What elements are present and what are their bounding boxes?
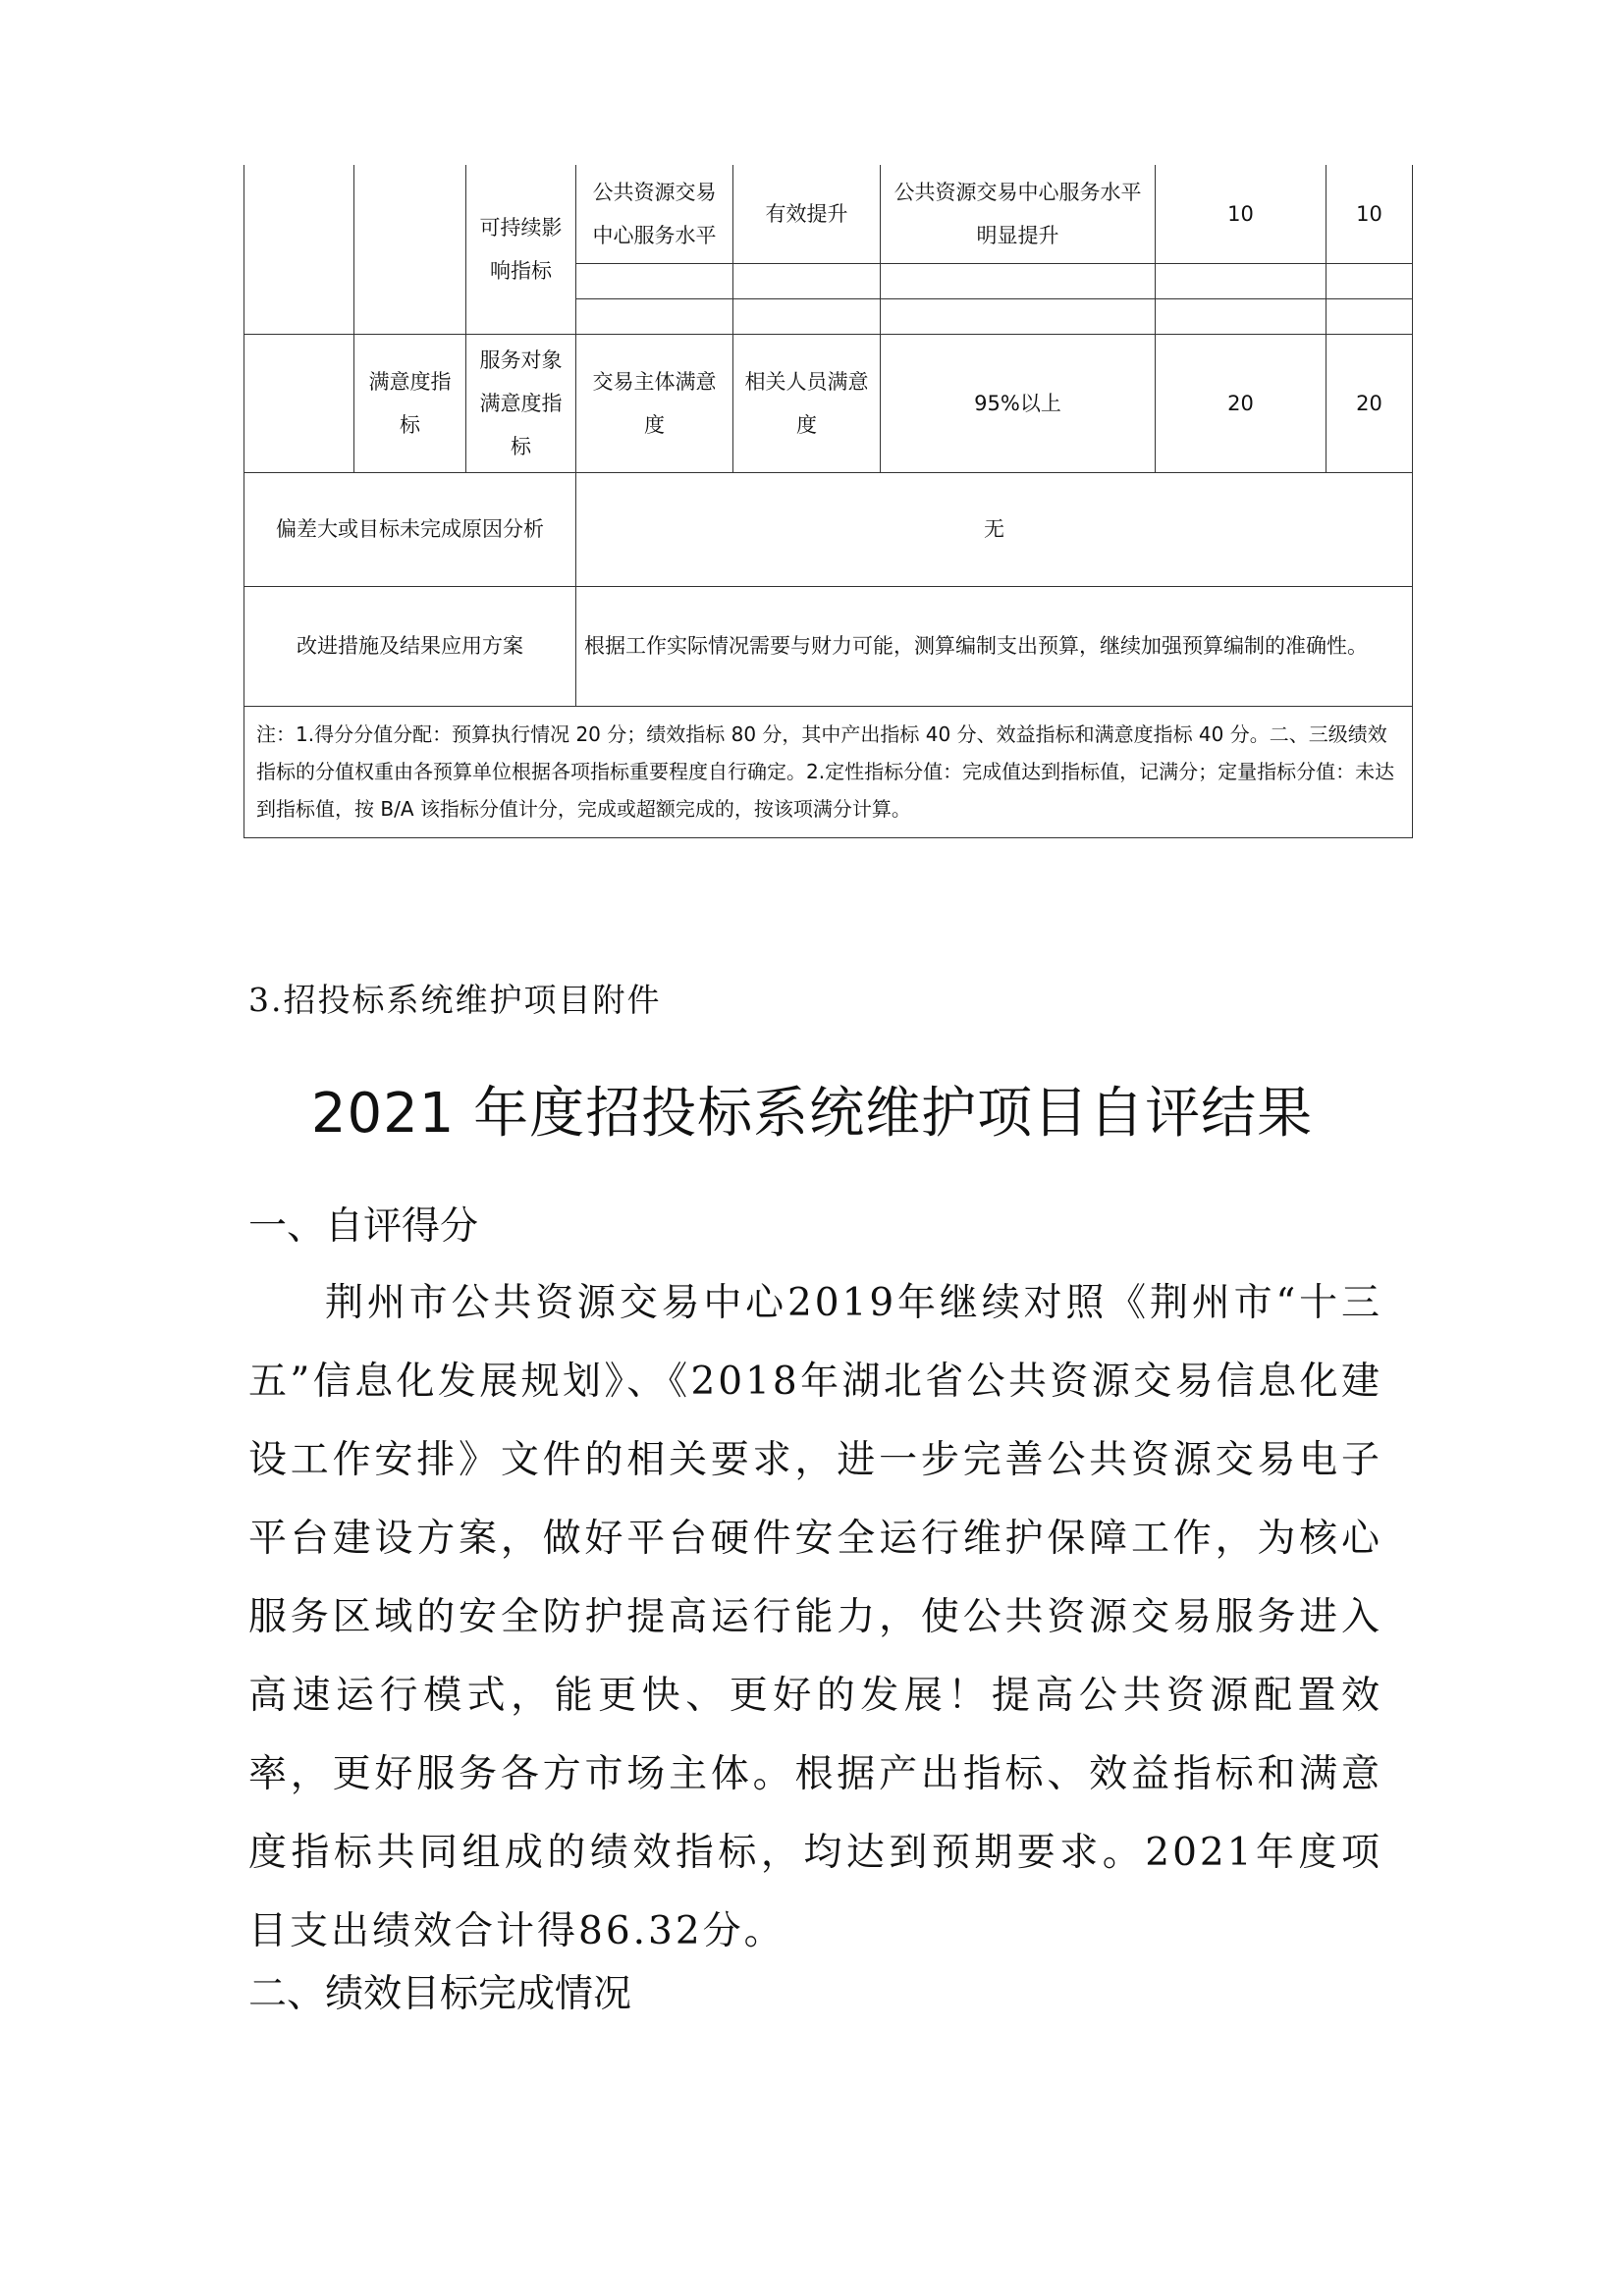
cell-text: 可持续影响指标	[479, 215, 563, 283]
target-cell	[733, 165, 881, 263]
cell-text: 10	[1227, 201, 1254, 226]
weight-cell	[1156, 165, 1326, 263]
actual-cell	[881, 334, 1156, 472]
improve-label-cell	[244, 586, 576, 706]
empty-cell	[881, 263, 1156, 298]
section-label: 3.招投标系统维护项目附件	[248, 981, 662, 1019]
deviation-value-cell	[576, 472, 1413, 586]
cell-text: 20	[1227, 391, 1254, 415]
cell-text: 服务对象满意度指标	[479, 347, 563, 458]
cell-text: 10	[1356, 201, 1382, 226]
cell-text: 根据工作实际情况需要与财力可能，测算编制支出预算，继续加强预算编制的准确性。	[584, 634, 1368, 658]
empty-cell	[576, 298, 733, 334]
empty-cell	[354, 165, 466, 334]
empty-cell	[1156, 263, 1326, 298]
cell-text: 偏差大或目标未完成原因分析	[276, 517, 544, 541]
actual-cell	[881, 165, 1156, 263]
cell-text: 20	[1356, 391, 1382, 415]
cell-text: 满意度指标	[368, 369, 452, 437]
category-cell	[466, 165, 576, 334]
empty-cell	[1326, 298, 1413, 334]
empty-cell	[244, 165, 354, 334]
category-cell	[466, 334, 576, 472]
table-row	[244, 334, 1413, 472]
indicator-cell	[576, 165, 733, 263]
empty-cell	[881, 298, 1156, 334]
table-row	[244, 586, 1413, 706]
cell-text: 95%以上	[974, 391, 1061, 415]
empty-cell	[1326, 263, 1413, 298]
cell-text: 公共资源交易中心服务水平	[592, 180, 717, 247]
empty-cell	[733, 298, 881, 334]
body-paragraph: 荆州市公共资源交易中心2019年继续对照《荆州市“十三五”信息化发展规划》、《2018年湖北省公共资源交易信息化建设工作安排》文件的相关要求，进一步完善公共资源交易电子平台建设方案，做好平台硬件安全运行维护保障工作，为核心服务区域的安全防护提高运行能力，使公共资源交易服务进入高速运行模式，能更快、更好的发展！提高公共资源配置效率，更好服务各方市场主体。根据产出指标、效益指标和满意度指标共同组成的绩效指标，均达到预期要求。2021年度项目支出绩效合计得86.32分。	[248, 1281, 1382, 1953]
section-heading-goals: 二、绩效目标完成情况	[248, 1972, 632, 2016]
table-row	[244, 165, 1413, 263]
note-cell	[244, 706, 1413, 837]
target-cell	[733, 334, 881, 472]
empty-cell	[1156, 298, 1326, 334]
cell-text: 公共资源交易中心服务水平明显提升	[893, 180, 1142, 247]
cell-text: 无	[984, 517, 1004, 541]
cell-text: 有效提升	[765, 201, 848, 226]
score-cell	[1326, 165, 1413, 263]
empty-cell	[244, 334, 354, 472]
performance-table	[244, 165, 1413, 838]
cell-text: 改进措施及结果应用方案	[297, 634, 523, 658]
category-cell	[354, 334, 466, 472]
table-row	[244, 472, 1413, 586]
empty-cell	[733, 263, 881, 298]
improve-value-cell	[576, 586, 1413, 706]
cell-text: 相关人员满意度	[744, 369, 869, 437]
deviation-label-cell	[244, 472, 576, 586]
page-title: 2021 年度招投标系统维护项目自评结果	[310, 1082, 1314, 1146]
score-cell	[1326, 334, 1413, 472]
empty-cell	[576, 263, 733, 298]
table-row	[244, 706, 1413, 837]
table-note: 注：1.得分分值分配：预算执行情况 20 分；绩效指标 80 分，其中产出指标 40 分、效益指标和满意度指标 40 分。二、三级绩效指标的分值权重由各预算单位根据各项指标重要程度自行确定。2.定性指标分值：完成值达到指标值，记满分；定量指标分值：未达到指标值，按 B/A 该指标分值计分，完成或超额完成的，按该项满分计算。	[256, 722, 1395, 821]
cell-text: 交易主体满意度	[592, 369, 717, 437]
section-heading-score: 一、自评得分	[248, 1204, 479, 1249]
indicator-cell	[576, 334, 733, 472]
weight-cell	[1156, 334, 1326, 472]
